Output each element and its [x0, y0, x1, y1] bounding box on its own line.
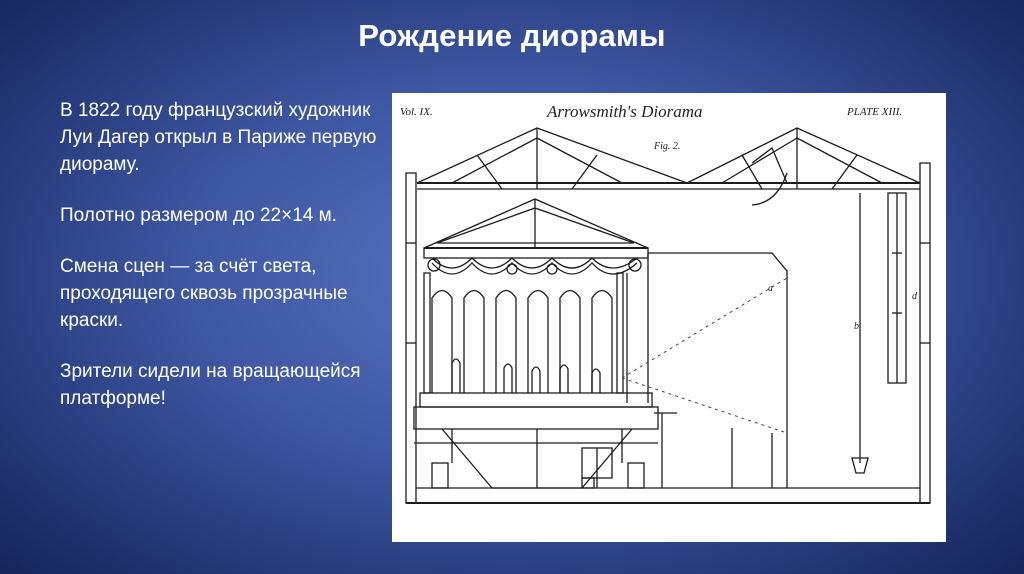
plate-title: Arrowsmith's Diorama — [547, 102, 703, 121]
bullet-item: В 1822 году французский художник Луи Дагер открыл в Париже первую диораму. — [60, 100, 377, 175]
diorama-drawing — [392, 93, 946, 542]
bullet-item: Полотно размером до 22×14 м. — [60, 205, 337, 226]
building-structure — [406, 128, 930, 503]
figure-label: Fig. 2. — [654, 141, 681, 152]
letter-b: b — [854, 321, 859, 332]
bullet-item: Зрители сидели на вращающейся платформе! — [60, 361, 361, 409]
plate-volume-label: Vol. IX. — [400, 106, 433, 118]
bullet-item: Смена сцен — за счёт света, проходящего сквозь прозрачные краски. — [60, 256, 348, 331]
letter-d: d — [912, 291, 917, 302]
slide-title: Рождение диорамы — [358, 18, 666, 53]
plate-number-label: PLATE XIII. — [847, 106, 903, 118]
bullet-list — [60, 97, 380, 412]
letter-a: a — [768, 283, 773, 294]
sight-lines — [622, 278, 787, 433]
diorama-engraving — [392, 93, 946, 542]
